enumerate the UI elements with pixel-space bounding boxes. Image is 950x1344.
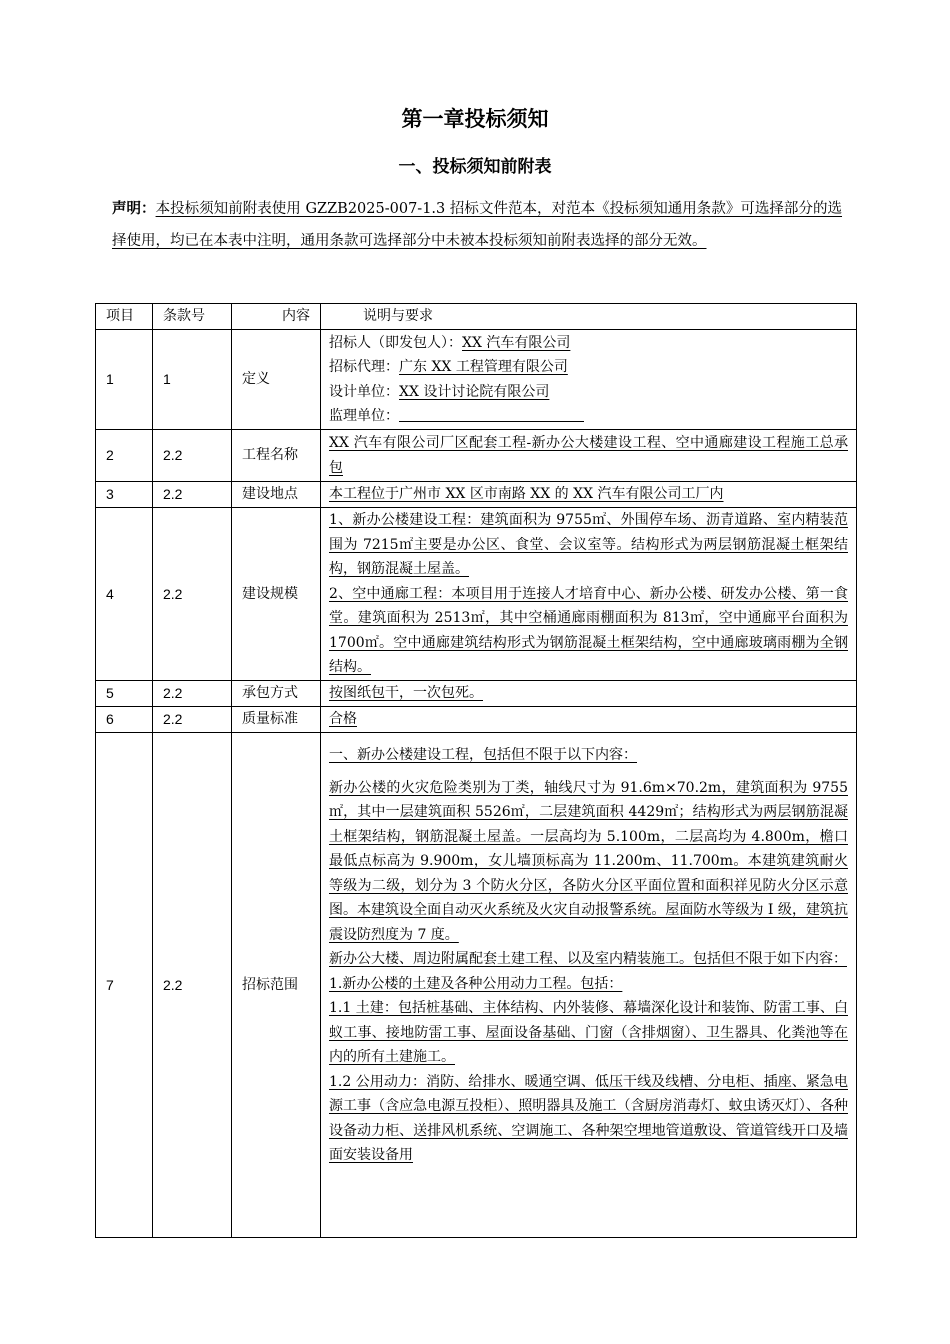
definition-line: 招标人（即发包人）：XX 汽车有限公司 xyxy=(329,334,571,351)
table-row xyxy=(96,430,857,482)
row-clause: 2.2 xyxy=(153,707,232,733)
row-requirements xyxy=(321,330,857,430)
row-requirements: XX 汽车有限公司厂区配套工程-新办公大楼建设工程、空中通廊建设工程施工总承包 xyxy=(321,430,857,482)
statement-text: 本投标须知前附表使用 GZZB2025-007-1.3 招标文件范本，对范本《投标须知通用条款》可选择部分的选择使用，均已在本表中注明，通用条款可选择部分中未被本投标须知前附表选择的部分无效。 xyxy=(112,201,843,249)
scope-heading: 一、新办公楼建设工程，包括但不限于以下内容： xyxy=(329,747,637,763)
row-item: 1 xyxy=(96,330,153,430)
row-item: 4 xyxy=(96,508,153,681)
scale-paragraph: 1、新办公楼建设工程：建筑面积为 9755㎡、外围停车场、沥青道路、室内精装范围为 7215㎡主要是办公区、食堂、会议室等。结构形式为两层钢筋混凝土框架结构，钢筋混凝土屋盖。 xyxy=(329,512,848,578)
row-requirements xyxy=(321,508,857,681)
row-requirements xyxy=(321,733,857,1238)
row-item: 7 xyxy=(96,733,153,1238)
row-requirements: 按图纸包干，一次包死。 xyxy=(321,681,857,707)
row-content: 招标范围 xyxy=(232,733,321,1238)
chapter-title: 第一章投标须知 xyxy=(401,106,549,131)
header-clause: 条款号 xyxy=(153,304,232,330)
statement-paragraph xyxy=(112,193,842,257)
scope-paragraph: 新办公大楼、周边附属配套土建工程、以及室内精装施工。包括但不限于如下内容： xyxy=(329,951,847,967)
definition-line: 监理单位： xyxy=(329,404,848,429)
row-clause: 2.2 xyxy=(153,430,232,482)
table-header-row xyxy=(96,304,857,330)
row-item: 6 xyxy=(96,707,153,733)
row-content: 承包方式 xyxy=(232,681,321,707)
row-content: 建设规模 xyxy=(232,508,321,681)
scale-paragraph: 2、空中通廊工程：本项目用于连接人才培育中心、新办公楼、研发办公楼、第一食堂。建筑面积为 2513㎡，其中空桶通廊雨棚面积为 813㎡，空中通廊平台面积为 1700㎡。空中通廊建筑结构形式为钢筋混凝土框架结构，空中通廊玻璃雨棚为全钢结构。 xyxy=(329,585,848,676)
row-content: 建设地点 xyxy=(232,482,321,508)
row-requirements: 合格 xyxy=(321,707,857,733)
scope-paragraph: 1.2 公用动力：消防、给排水、暖通空调、低压干线及线槽、分电柜、插座、紧急电源工事（含应急电源互投柜）、照明器具及施工（含厨房消毒灯、蚊虫诱灭灯）、各种设备动力柜、送排风机系统、空调施工、各种架空埋地管道敷设、管道管线开口及墙面安装设备用 xyxy=(329,1073,848,1163)
header-requirements: 说明与要求 xyxy=(321,304,857,330)
table-row xyxy=(96,508,857,681)
scope-paragraph: 新办公楼的火灾危险类别为丁类，轴线尺寸为 91.6m×70.2m，建筑面积为 9755㎡，其中一层建筑面积 5526㎡，二层建筑面积 4429㎡；结构形式为两层钢筋混凝土框架结构，钢筋混凝土屋盖。一层高均为 5.100m，二层高均为 4.800m，檐口最低点标高为 9.900m，女儿墙顶标高为 11.200m、11.700m。本建筑建筑耐火等级为二级，划分为 3 个防火分区，各防火分区平面位置和面积祥见防火分区示意图。本建筑设全面自动灭火系统及火灾自动报警系统。屋面防水等级为 I 级，建筑抗震设防烈度为 7 度。 xyxy=(329,779,848,943)
definition-line: 招标代理：广东 XX 工程管理有限公司 xyxy=(329,359,568,375)
row-clause: 2.2 xyxy=(153,681,232,707)
row-clause: 2.2 xyxy=(153,482,232,508)
row-item: 2 xyxy=(96,430,153,482)
section-title: 一、投标须知前附表 xyxy=(398,157,552,177)
blank-field xyxy=(399,407,584,422)
table-row xyxy=(96,707,857,733)
row-item: 5 xyxy=(96,681,153,707)
table-row xyxy=(96,681,857,707)
definition-line: 设计单位：XX 设计讨论院有限公司 xyxy=(329,383,550,400)
table-row xyxy=(96,733,857,1238)
table-row xyxy=(96,482,857,508)
row-requirements: 本工程位于广州市 XX 区市南路 XX 的 XX 汽车有限公司工厂内 xyxy=(321,482,857,508)
row-clause: 2.2 xyxy=(153,733,232,1238)
table-row xyxy=(96,330,857,430)
row-content: 工程名称 xyxy=(232,430,321,482)
scope-paragraph: 1.新办公楼的土建及各种公用动力工程。包括： xyxy=(329,975,623,992)
row-clause: 2.2 xyxy=(153,508,232,681)
row-content: 质量标准 xyxy=(232,707,321,733)
scope-paragraph: 1.1 土建：包括桩基础、主体结构、内外装修、幕墙深化设计和装饰、防雷工事、白蚁工事、接地防雷工事、屋面设备基础、门窗（含排烟窗）、卫生器具、化粪池等在内的所有土建施工。 xyxy=(329,1000,848,1065)
header-content: 内容 xyxy=(232,304,321,330)
bid-notice-table xyxy=(95,303,857,1238)
header-item: 项目 xyxy=(96,304,153,330)
row-item: 3 xyxy=(96,482,153,508)
row-content: 定义 xyxy=(232,330,321,430)
row-clause: 1 xyxy=(153,330,232,430)
statement-label: 声明： xyxy=(112,200,156,217)
